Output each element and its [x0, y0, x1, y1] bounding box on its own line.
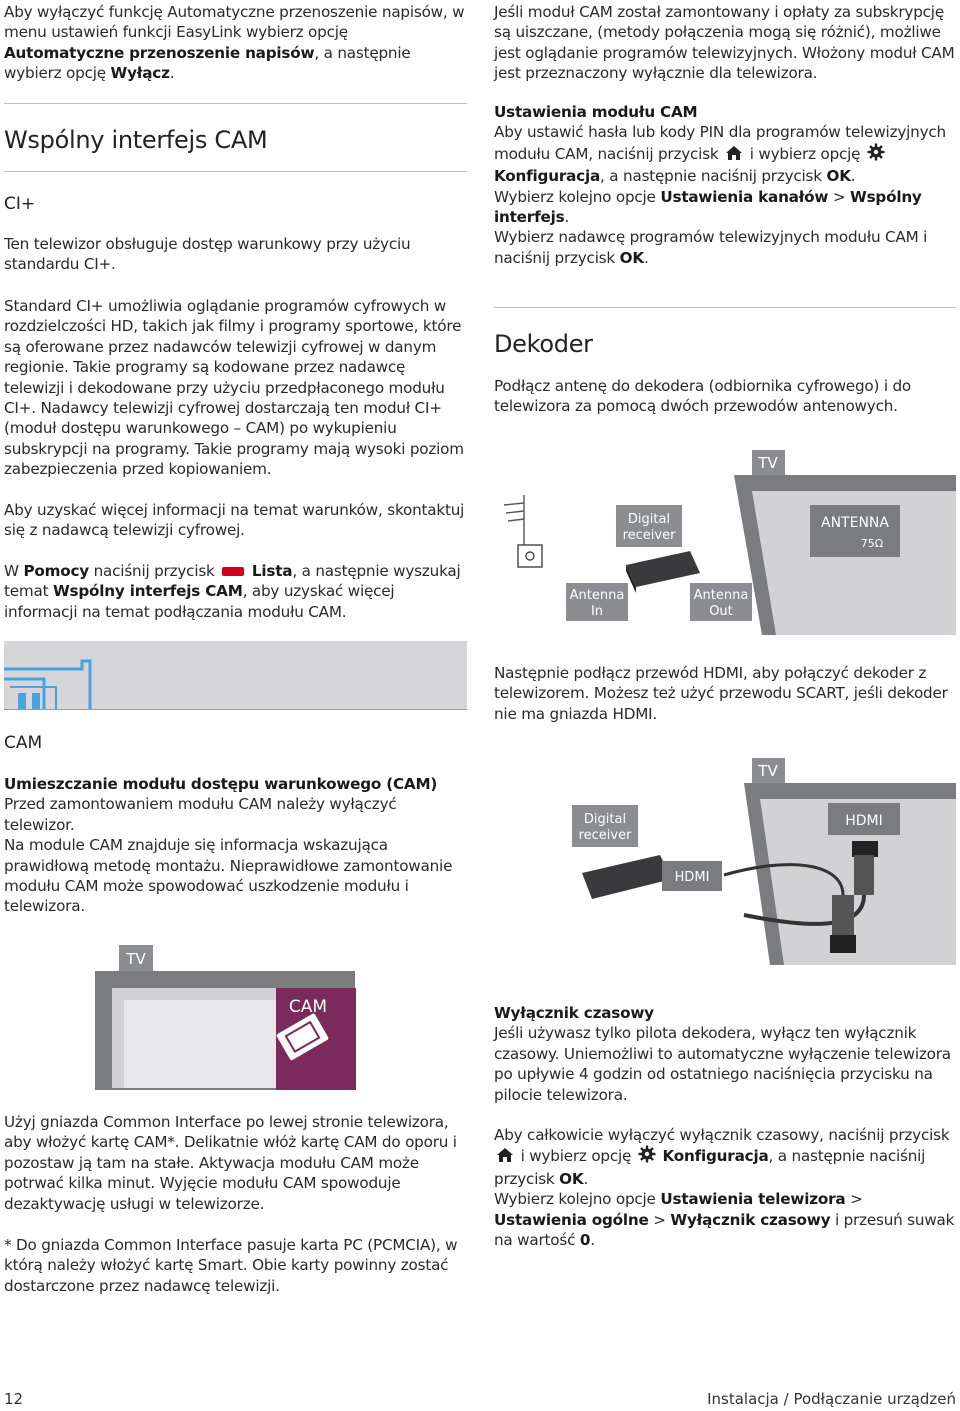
- text: Aby ustawić hasła lub kody PIN dla programów telewizyjnych modułu CAM, naciśnij przycisk: [494, 123, 946, 163]
- subheading-insert-cam: Umieszczanie modułu dostępu warunkowego (CAM): [4, 775, 438, 793]
- hdmi-connection-illustration: [494, 755, 956, 975]
- text: Podłącz antenę do dekodera (odbiornika cyfrowego) i do telewizora za pomocą dwóch przewodów antenowych.: [494, 377, 912, 416]
- tv-label: TV: [758, 454, 778, 472]
- bold-term: Ustawienia ogólne: [494, 1210, 649, 1229]
- bold-term: Ustawienia kanałów: [660, 187, 829, 206]
- text: >: [845, 1190, 863, 1209]
- text: Jeśli moduł CAM został zamontowany i opłaty za subskrypcję są uiszczane, (metody połączenia mogą się różnić), możliwe jest oglądanie programów telewizyjnych. Włożony moduł CAM jest przeznaczony wyłącznie dla telewizora.: [494, 3, 955, 83]
- decoder-antenna-paragraph: [494, 376, 959, 417]
- antenna-label: ANTENNA: [821, 515, 889, 531]
- heading-ci-plus: CI+: [4, 194, 36, 214]
- section-banner-image: [4, 641, 467, 709]
- text: Wybierz nadawcę programów telewizyjnych modułu CAM i naciśnij przycisk: [494, 228, 928, 267]
- subheading-cam-settings: Ustawienia modułu CAM: [494, 103, 698, 121]
- antenna-out-label: Antenna: [693, 588, 749, 603]
- antenna-connection-illustration: [494, 445, 956, 635]
- common-interface-paragraph: [4, 1112, 469, 1214]
- divider: [4, 171, 467, 172]
- text: W: [4, 562, 24, 580]
- red-key-icon: [222, 567, 244, 576]
- text: naciśnij przycisk: [88, 562, 220, 580]
- digital-receiver-label: Digital: [583, 812, 627, 827]
- text: , a następnie naciśnij przycisk: [600, 167, 827, 186]
- text: .: [590, 1231, 595, 1250]
- footer-section-title: Instalacja / Podłączanie urządzeń: [707, 1390, 956, 1408]
- digital-receiver-label: Digital: [627, 512, 671, 527]
- contact-paragraph: [4, 500, 469, 541]
- antenna-75-label: 75Ω: [860, 537, 884, 550]
- text: , a następnie naciśnij przycisk: [494, 1147, 926, 1188]
- sleep-timer-steps: [494, 1125, 959, 1250]
- subheading-sleep-timer: Wyłącznik czasowy: [494, 1004, 654, 1022]
- heading-common-interface: Wspólny interfejs CAM: [4, 126, 268, 154]
- heading-decoder: Dekoder: [494, 330, 593, 358]
- bold-term: Pomocy: [23, 562, 89, 580]
- divider: [4, 103, 467, 104]
- text: >: [828, 187, 851, 206]
- bold-term: Konfiguracja: [662, 1147, 769, 1166]
- bold-option: Automatyczne przenoszenie napisów: [4, 43, 315, 62]
- gear-icon: [638, 1145, 656, 1168]
- text: .: [583, 1169, 589, 1188]
- antenna-in-label-2: In: [590, 604, 604, 619]
- help-paragraph: [4, 561, 469, 622]
- text: Użyj gniazda Common Interface po lewej stronie telewizora, aby włożyć kartę CAM*. Delikatnie włóż kartę CAM do oporu i pozostaw ją tam na stałe. Aktywacja modułu CAM może potrwać kilka minut. Wyjęcie modułu CAM spowoduje dezaktywację usługi w telewizorze.: [4, 1113, 457, 1213]
- cam-subscription-paragraph: [494, 2, 959, 84]
- text: Standard CI+ umożliwia oglądanie programów cyfrowych w rozdzielczości HD, takich jak filmy i programy sportowe, które są oferowane przez nadawców telewizji cyfrowej w danym regionie. Takie programy są kodowane przez nadawcę telewizji i dekodowane przy użyciu przedpłaconego modułu CI+. Nadawcy telewizji cyfrowej dostarczają ten moduł CI+ (moduł dostępu warunkowego – CAM) po wykupieniu subskrypcji na programy. Takie programy mają wysoki poziom zabezpieczenia przed kopiowaniem.: [4, 297, 464, 479]
- text: .: [850, 167, 856, 186]
- footnote-paragraph: [4, 1235, 469, 1296]
- hdmi-tv-label: HDMI: [845, 813, 883, 829]
- text: .: [643, 248, 649, 267]
- digital-receiver-label-2: receiver: [622, 528, 676, 543]
- bold-term: 0: [579, 1231, 591, 1250]
- text: Jeśli używasz tylko pilota dekodera, wyłącz ten wyłącznik czasowy. Uniemożliwi to automatyczne wyłączenie telewizora po upływie 4 godzin od ostatniego naciśnięcia przycisku na pilocie telewizora.: [494, 1024, 951, 1104]
- text: Przed zamontowaniem modułu CAM należy wyłączyć telewizor.: [4, 795, 397, 834]
- text: .: [564, 208, 570, 227]
- bold-option: Wyłącz: [110, 64, 170, 83]
- bold-term: OK: [619, 248, 644, 267]
- text: i wybierz opcję: [516, 1147, 636, 1166]
- cam-label: CAM: [288, 997, 328, 1017]
- text: Aby uzyskać więcej informacji na temat warunków, skontaktuj się z nadawcą telewizji cyfrowej.: [4, 501, 465, 540]
- text: Ten telewizor obsługuje dostęp warunkowy przy użyciu standardu CI+.: [4, 235, 411, 274]
- sleep-timer-section: [494, 1003, 959, 1105]
- cam-insert-section: [4, 774, 469, 917]
- ci-intro-paragraph: [4, 234, 469, 275]
- antenna-out-label-2: Out: [709, 604, 733, 619]
- text: .: [169, 64, 175, 83]
- gear-icon: [867, 143, 885, 166]
- text: i wybierz opcję: [745, 144, 865, 163]
- antenna-graphic: [494, 445, 956, 635]
- text: Wybierz kolejno opcje: [494, 1190, 661, 1209]
- bold-term: Wyłącznik czasowy: [670, 1210, 831, 1229]
- text: * Do gniazda Common Interface pasuje karta PC (PCMCIA), w którą należy włożyć kartę Smart. Obie karty powinny zostać dostarczone przez nadawcę telewizji.: [4, 1236, 458, 1295]
- text: Aby wyłączyć funkcję Automatyczne przenoszenie napisów, w menu ustawień funkcji EasyLink wybierz opcję: [4, 3, 465, 42]
- easylink-paragraph: [4, 2, 469, 84]
- text: , a następnie wybierz opcję: [4, 43, 411, 83]
- digital-receiver-label-2: receiver: [578, 828, 632, 843]
- cam-insert-illustration: [70, 940, 370, 1090]
- decoder-hdmi-paragraph: [494, 663, 959, 724]
- heading-cam: CAM: [4, 733, 43, 753]
- hdmi-receiver-label: HDMI: [674, 870, 710, 885]
- bold-term: Ustawienia telewizora: [660, 1190, 846, 1209]
- home-icon: [725, 145, 743, 166]
- page-number: 12: [4, 1390, 24, 1408]
- text: , aby uzyskać więcej informacji na temat podłączania modułu CAM.: [4, 582, 395, 621]
- text: Na module CAM znajduje się informacja wskazująca prawidłową metodę montażu. Nieprawidłowe zamontowanie modułu CAM może spowodować uszkodzenie modułu i telewizora.: [4, 836, 453, 916]
- text: Wybierz kolejno opcje: [494, 187, 661, 206]
- antenna-in-label: Antenna: [569, 588, 625, 603]
- text: >: [648, 1210, 671, 1229]
- home-icon: [496, 1147, 514, 1168]
- text: Następnie podłącz przewód HDMI, aby połączyć dekoder z telewizorem. Możesz też użyć przewodu SCART, jeśli dekoder nie ma gniazda HDMI.: [494, 664, 948, 723]
- hdmi-graphic: [494, 755, 956, 975]
- bold-term: OK: [826, 167, 851, 186]
- ci-standard-paragraph: [4, 296, 469, 480]
- text: Aby całkowicie wyłączyć wyłącznik czasowy, naciśnij przycisk: [494, 1126, 950, 1144]
- text: , a następnie wyszukaj temat: [4, 562, 461, 601]
- text: i przesuń suwak na wartość: [494, 1210, 955, 1250]
- divider: [494, 307, 956, 308]
- tv-label: TV: [758, 762, 778, 780]
- tv-cam-graphic: [70, 940, 370, 1090]
- cam-settings-section: [494, 102, 959, 268]
- bold-term: Lista: [251, 562, 293, 580]
- tv-label: TV: [126, 950, 146, 968]
- banner-graphic: [4, 641, 467, 709]
- bold-term: Konfiguracja: [494, 167, 601, 186]
- bold-term: Wspólny interfejs: [494, 187, 922, 227]
- bold-term: OK: [559, 1169, 584, 1188]
- bold-term: Wspólny interfejs CAM: [52, 582, 243, 601]
- divider: [4, 709, 467, 710]
